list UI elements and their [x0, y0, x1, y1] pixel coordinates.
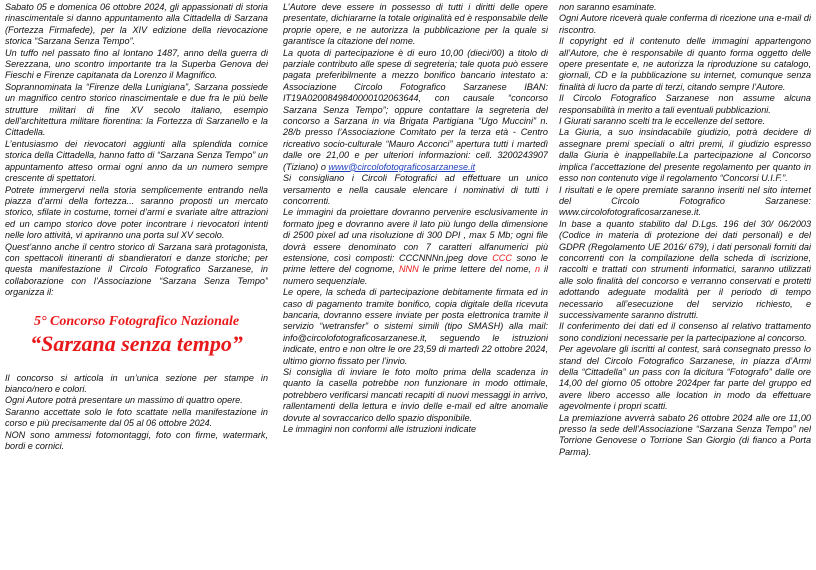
- town-paragraph: Soprannominata la “Firenze della Lunigiana”, Sarzana possiede un magnifico centro storico rinascimentale e due fra le più belle strutture militari di fine XV secolo italiano, esempio dell’architettura militare fiorentina: la Fortezza di Sarzanello e la Cittadella.: [5, 81, 268, 138]
- attractions-paragraph: Potrete immergervi nella storia semplicemente entrando nella piazza d’armi della fortezza... saranno proposti un mercato storico, sfilate in costume, tornei d’armi e svariate altre attrazioni ed un campo storico dove poter incontrare i rievocatori intenti nelle loro attività, vi apriranno una porta sul XV secolo.: [5, 184, 268, 241]
- history-paragraph: Un tuffo nel passato fino al lontano 1487, anno della guerra di Serezzana, uno scontro importante tra la Superba Genova dei Fieschi e Firenze capitanata da Lorenzo il Magnifico.: [5, 47, 268, 81]
- organizer-paragraph: Quest’anno anche il centro storico di Sarzana sarà protagonista, con spettacoli itineranti di sbandieratori e danze storiche; per questa manifestazione il Circolo Fotografico Sarzanese, in collaborazione con l’Associazione “Sarzana Senza Tempo” organizza il:: [5, 241, 268, 298]
- jury-paragraph: I Giurati saranno scelti tra le eccellenze del settore.: [559, 116, 766, 127]
- intro-paragraph: Sabato 05 e domenica 06 ottobre 2024, gli appassionati di storia rinascimentale si danno appuntamento alla Cittadella di Sarzana (Fortezza Firmafede), per la XIV edizione della rievocazione storica “Sarzana Senza Tempo”.: [5, 2, 268, 47]
- ccc-code: CCC: [492, 252, 512, 263]
- column-left: [5, 2, 268, 568]
- nonconforming-paragraph: Le immagini non conformi alle istruzioni indicate: [283, 424, 477, 435]
- consent-paragraph: Il conferimento dei dati ed il consenso al relativo trattamento sono condizioni necessarie per la partecipazione al concorso.: [559, 321, 811, 343]
- contest-title: “Sarzana senza tempo”: [30, 330, 243, 356]
- website-link[interactable]: www@circolofotograficosarzanese.it: [328, 161, 476, 172]
- file-format-text-c: le prime lettere del nome,: [422, 264, 531, 275]
- copyright-paragraph: Il copyright ed il contenuto delle immagini appartengono all’Autore, che è responsabile di quanto forma oggetto delle opere presentate e, ne autorizza la riproduzione su catalogo, giornali, CD e la pubblicazione su internet, comunque senza finalità di lucro da parte di terzi, citando sempre l’Autore.: [559, 36, 811, 92]
- advice-paragraph: Si consiglia di inviare le foto molto prima della scadenza in quanto la casella potrebbe non funzionare in modo ottimale, potrebbero verificarsi mancati recapiti di nuovi messaggi in arrivo, rallentamenti della lettura e invio delle e-mail ed altre anomalie dovute al sovraccarico dello spazio disponibile.: [283, 367, 548, 423]
- max-works-rule: Ogni Autore potrà presentare un massimo di quattro opere.: [5, 395, 243, 406]
- fee-paragraph: [283, 48, 548, 173]
- contest-subtitle: 5° Concorso Fotografico Nazionale: [33, 313, 240, 329]
- fee-text: La quota di partecipazione è di euro 10,00 (dieci/00) a titolo di parziale contributo alle spese di segreteria; tale quota può essere pagata preferibilmente a mezzo bonifico bancario intestato a: Associazione Circolo Fotografico Sarzanese IBAN: IT19A0200849840000102063644, con causale “concorso Sarzana Senza Tempo”; oppure contattare la segreteria del concorso a Sarzana in via Brigata Partigiana “Ugo Muccini” n. 28/b presso l’Associazione Comitato per la terza età - Centro ricreativo socio-culturale “Mauro Acconci” apertura tutti i martedì dalle ore 21,00 e per ulteriori informazioni: cell. 3200243907 (Tiziano) o: [283, 47, 548, 172]
- contest-title-block: [5, 313, 268, 357]
- pass-paragraph: Per agevolare gli iscritti al contest, sarà consegnato presso lo stand del Circolo Fotografico Sarzanese, in piazza d’Armi della “Cittadella” un pass con la dicitura “Fotografo” dalle ore 14,00 del giorno 05 ottobre 2024per far parte del gruppo ed avere libero accesso alle location in modo da effettuare agevolmente i propri scatti.: [559, 344, 811, 412]
- dates-rule: Saranno accettate solo le foto scattate nella manifestazione in corso e più precisamente dal 05 al 06 ottobre 2024.: [5, 406, 268, 429]
- column-middle: [283, 2, 548, 568]
- file-format-text-b: sono le prime lettere del cognome,: [283, 252, 548, 275]
- file-format-text-a: Le immagini da proiettare dovranno pervenire esclusivamente in formato jpeg e dovranno avere il lato più lungo della dimensione di 2500 pixel ad una risoluzione di 300 DPI , max 5 Mb; ogni file dovrà essere denominato con 7 caratteri alfanumerici più estensione, così composti: CCCNNNn.jpeg dove: [283, 207, 548, 263]
- awards-paragraph: La premiazione avverrà sabato 26 ottobre 2024 alle ore 11,00 presso la sede dell’Associazione “Sarzana Senza Tempo” nel Torrione Genovese o Torrione San Giorgio (di fianco a Porta Parma).: [559, 412, 811, 457]
- file-format-paragraph: [283, 207, 548, 287]
- results-paragraph: I risultati e le opere premiate saranno inseriti nel sito internet del Circolo Fotografico Sarzanese: www.circolofotograficosarzanese.it.: [559, 184, 811, 218]
- responsibility-paragraph: Il Circolo Fotografico Sarzanese non assume alcuna responsabilità in merito a tali eventuali pubblicazioni.: [559, 93, 811, 115]
- not-examined-text: non saranno esaminate.: [559, 2, 657, 12]
- n-code: n: [534, 264, 540, 275]
- rights-paragraph: L’Autore deve essere in possesso di tutti i diritti delle opere presentate, dichiararne la totale originalità ed è responsabile delle proprie opere, e ne autorizza la pubblicazione per la quale si garantisce la citazione del nome.: [283, 2, 548, 47]
- section-rule: Il concorso si articola in un’unica sezione per stampe in bianco/nero e colori.: [5, 372, 268, 394]
- forbidden-rule: NON sono ammessi fotomontaggi, foto con firme, watermark, bordi e cornici.: [5, 429, 268, 451]
- file-format-text-d: il numero sequenziale.: [283, 264, 548, 286]
- column-right: [559, 2, 811, 568]
- submission-paragraph: Le opere, la scheda di partecipazione debitamente firmata ed in caso di pagamento tramite bonifico, copia digitale della ricevuta bancaria, dovranno essere inviate per posta elettronica tramite il servizio “wetransfer” o sistemi simili (tipo SMASH) alla mail: info@circolofotograficosarzanese.it, seguendo le istruzioni indicate, entro e non oltre le ore 23,59 di martedì 22 ottobre 2024, ultimo giorno fissato per l’invio.: [283, 287, 548, 366]
- event-paragraph: L’entusiasmo dei rievocatori aggiunti alla splendida cornice storica della Cittadella, hanno fatto di “Sarzana Senza Tempo” un appuntamento atteso ormai ogni anno da un numero sempre crescente di spettatori.: [5, 138, 268, 184]
- clubs-paragraph: Si consigliano i Circoli Fotografici ad effettuare un unico versamento e nella causale elencare i nominativi di tutti i concorrenti.: [283, 173, 548, 206]
- jury-decision-paragraph: La Giuria, a suo insindacabile giudizio, potrà decidere di assegnare premi speciali o altri premi, il giudizio espresso dalla Giuria è inappellabile.La partecipazione al Concorso implica l’accettazione del presente regolamento per quanto in esso non contenuto vige il regolamento “Concorsi U.I.F.”.: [559, 127, 811, 184]
- privacy-paragraph: In base a quanto stabilito dal D.Lgs. 196 del 30/ 06/2003 (Codice in materia di protezione dei dati personali) e del GDPR (Regolamento UE 2016/ 679), i dati personali forniti dai concorrenti con la compilazione della scheda di iscrizione, raccolti e trattati con strumenti informatici, saranno utilizzati alle solo finalità del concorso e verranno conservati e protetti adottando adeguate modalità per il periodo di tempo necessario all’esecuzione del servizio richiesto, e successivamente saranno distrutti.: [559, 218, 811, 320]
- nnn-code: NNN: [398, 264, 419, 275]
- receipt-paragraph: Ogni Autore riceverà quale conferma di ricezione una e-mail di riscontro.: [559, 13, 811, 35]
